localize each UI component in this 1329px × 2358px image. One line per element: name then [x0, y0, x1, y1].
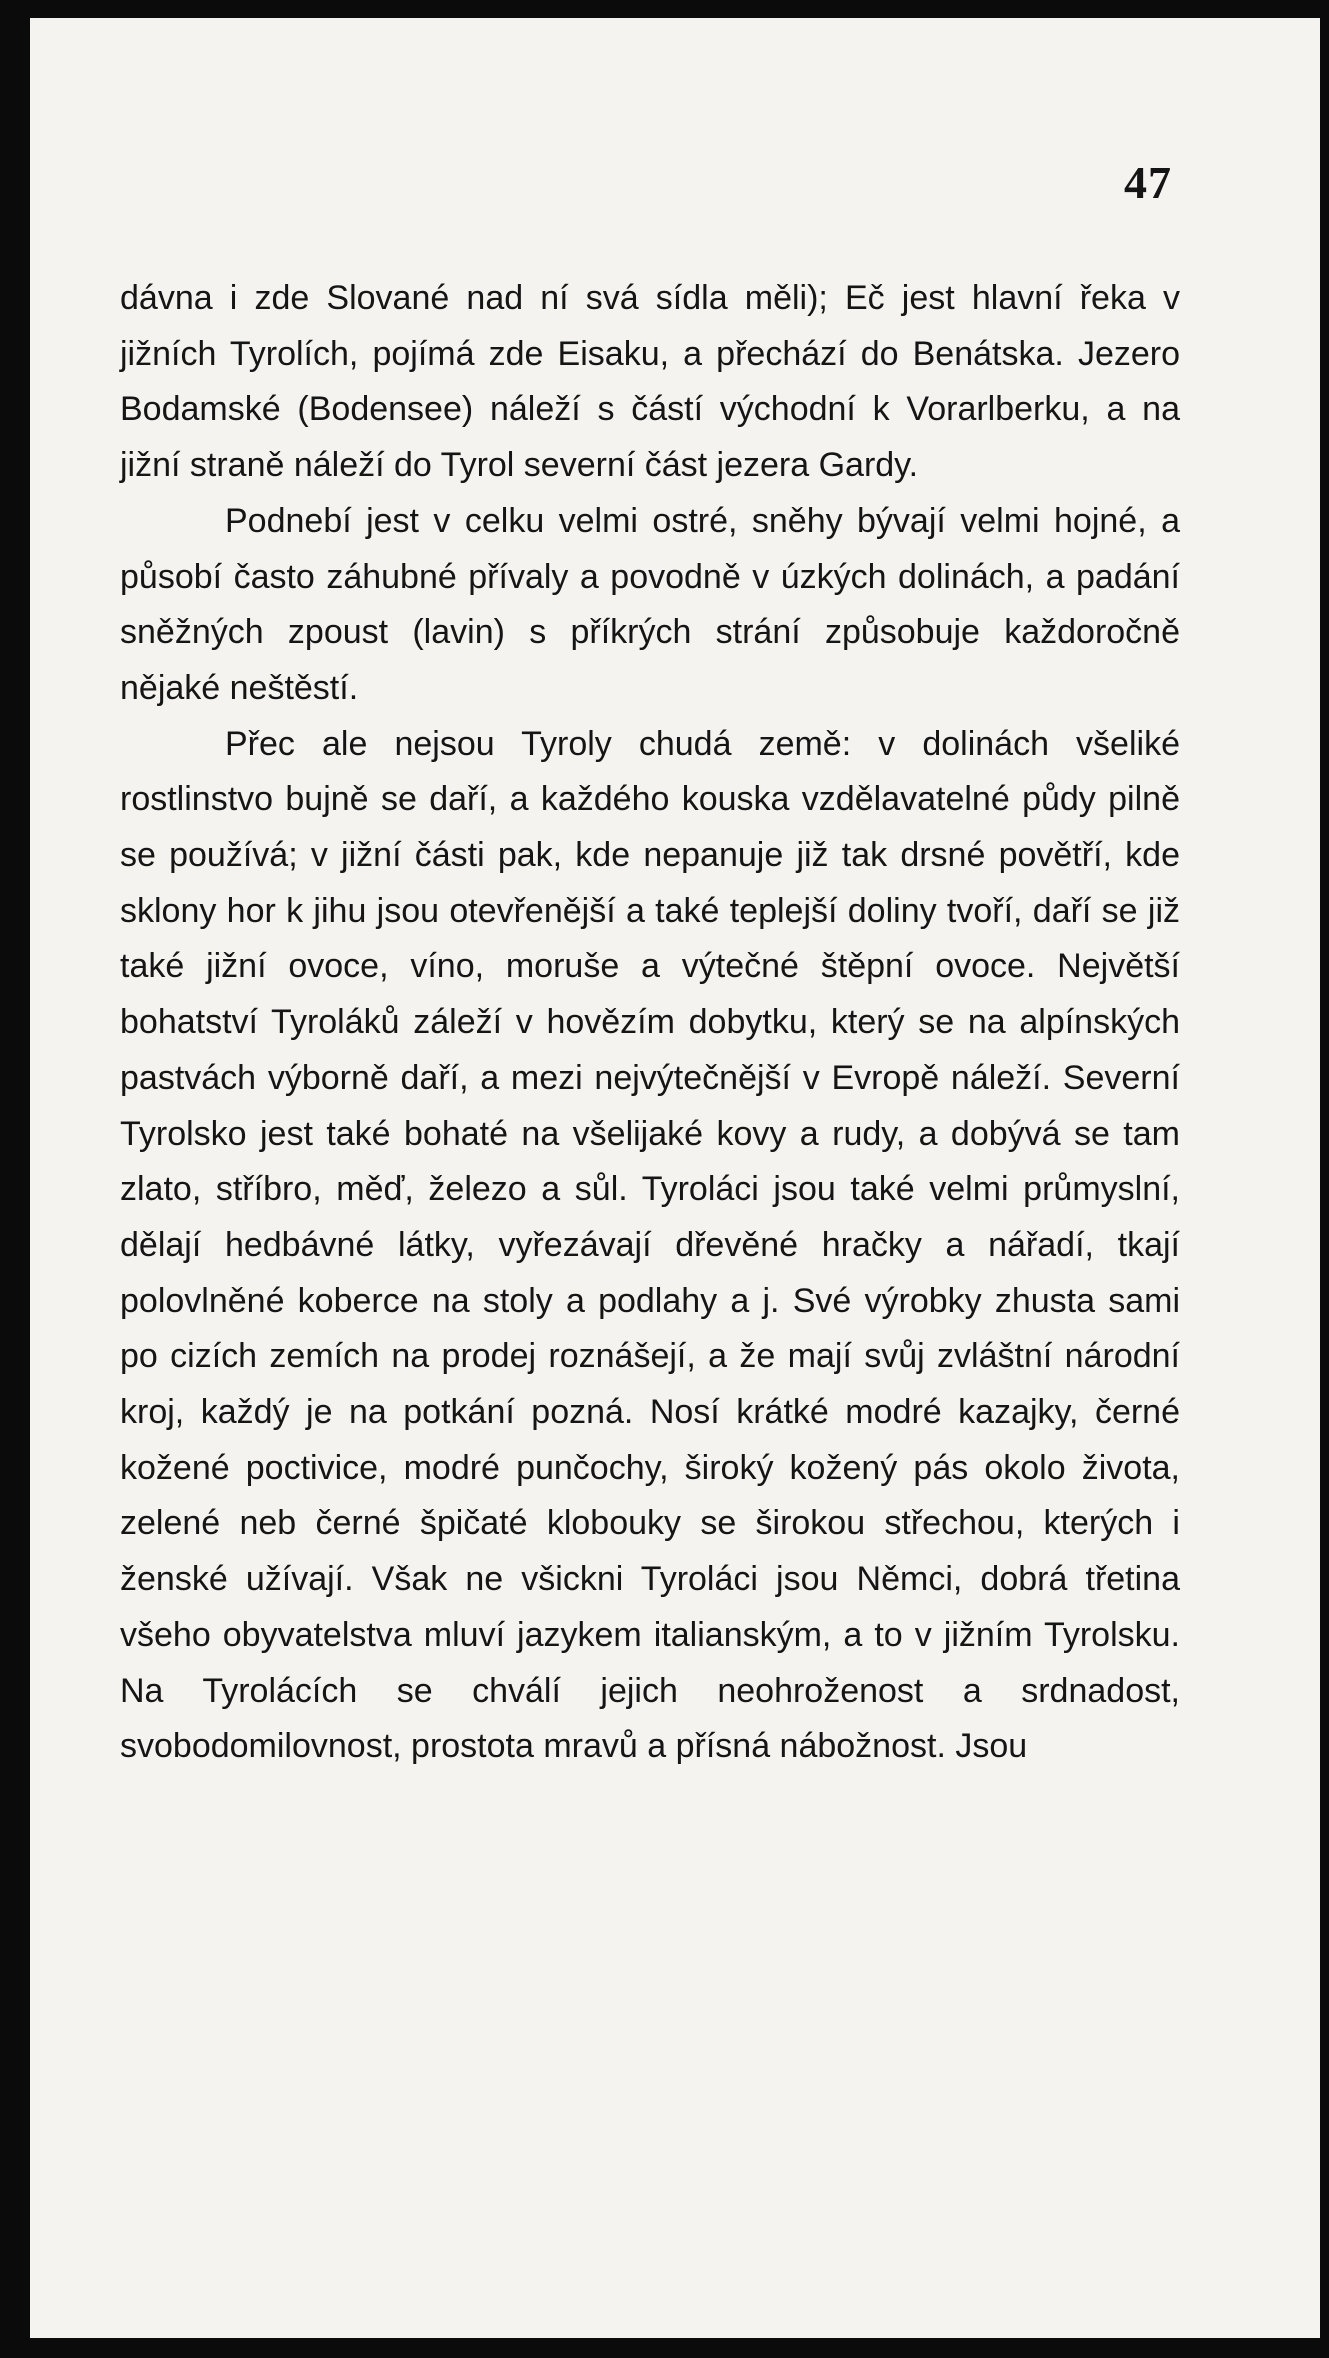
paragraph-rivers: dávna i zde Slované nad ní svá sídla měli); Eč jest hlavní řeka v jižních Tyrolích, pojímá zde Eisaku, a přechází do Benátska. Jezero Bodamské (Bodensee) náleží s částí východní k Vorarlberku, a na jižní straně náleží do Tyrol severní část jezera Gardy. — [120, 279, 1180, 485]
page-number: 47 — [1124, 157, 1172, 208]
paragraph-climate: Podnebí jest v celku velmi ostré, sněhy bývají velmi hojné, a působí často záhubné přívaly a povodně v úzkých dolinách, a padání sněžných zpoust (lavin) s příkrých strání způsobuje každoročně nějaké neštěstí. — [120, 501, 1180, 707]
book-page — [30, 18, 1320, 2338]
body-text — [120, 271, 1180, 1775]
paragraph-economy: Přec ale nejsou Tyroly chudá země: v dolinách všeliké rostlinstvo bujně se daří, a každého kouska vzdělavatelné půdy pilně se používá; v jižní části pak, kde nepanuje již tak drsné povětří, kde sklony hor k jihu jsou otevřenější a také teplejší doliny tvoří, daří se již také jižní ovoce, víno, moruše a výtečné štěpní ovoce. Největší bohatství Tyroláků záleží v hovězím dobytku, který se na alpínských pastvách výborně daří, a mezi nejvýtečnější v Evropě náleží. Severní Tyrolsko jest také bohaté na všelijaké kovy a rudy, a dobývá se tam zlato, stříbro, měď, železo a sůl. Tyroláci jsou také velmi průmyslní, dělají hedbávné látky, vyřezávají dřevěné hračky a nářadí, tkají polovlněné koberce na stoly a podlahy a j. Své výrobky zhusta sami po cizích zemích na prodej roznášejí, a že mají svůj zvláštní národní kroj, každý je na potkání pozná. Nosí krátké modré kazajky, černé kožené poctivice, modré punčochy, široký kožený pás okolo života, zelené neb černé špičaté klobouky se širokou střechou, kterých i ženské užívají. Však ne všickni Tyroláci jsou Němci, dobrá třetina všeho obyvatelstva mluví jazykem italianským, a to v jižním Tyrolsku. Na Tyrolácích se chválí jejich neohroženost a srdnadost, svobodomilovnost, prostota mravů a přísná nábožnost. Jsou — [120, 724, 1180, 1766]
